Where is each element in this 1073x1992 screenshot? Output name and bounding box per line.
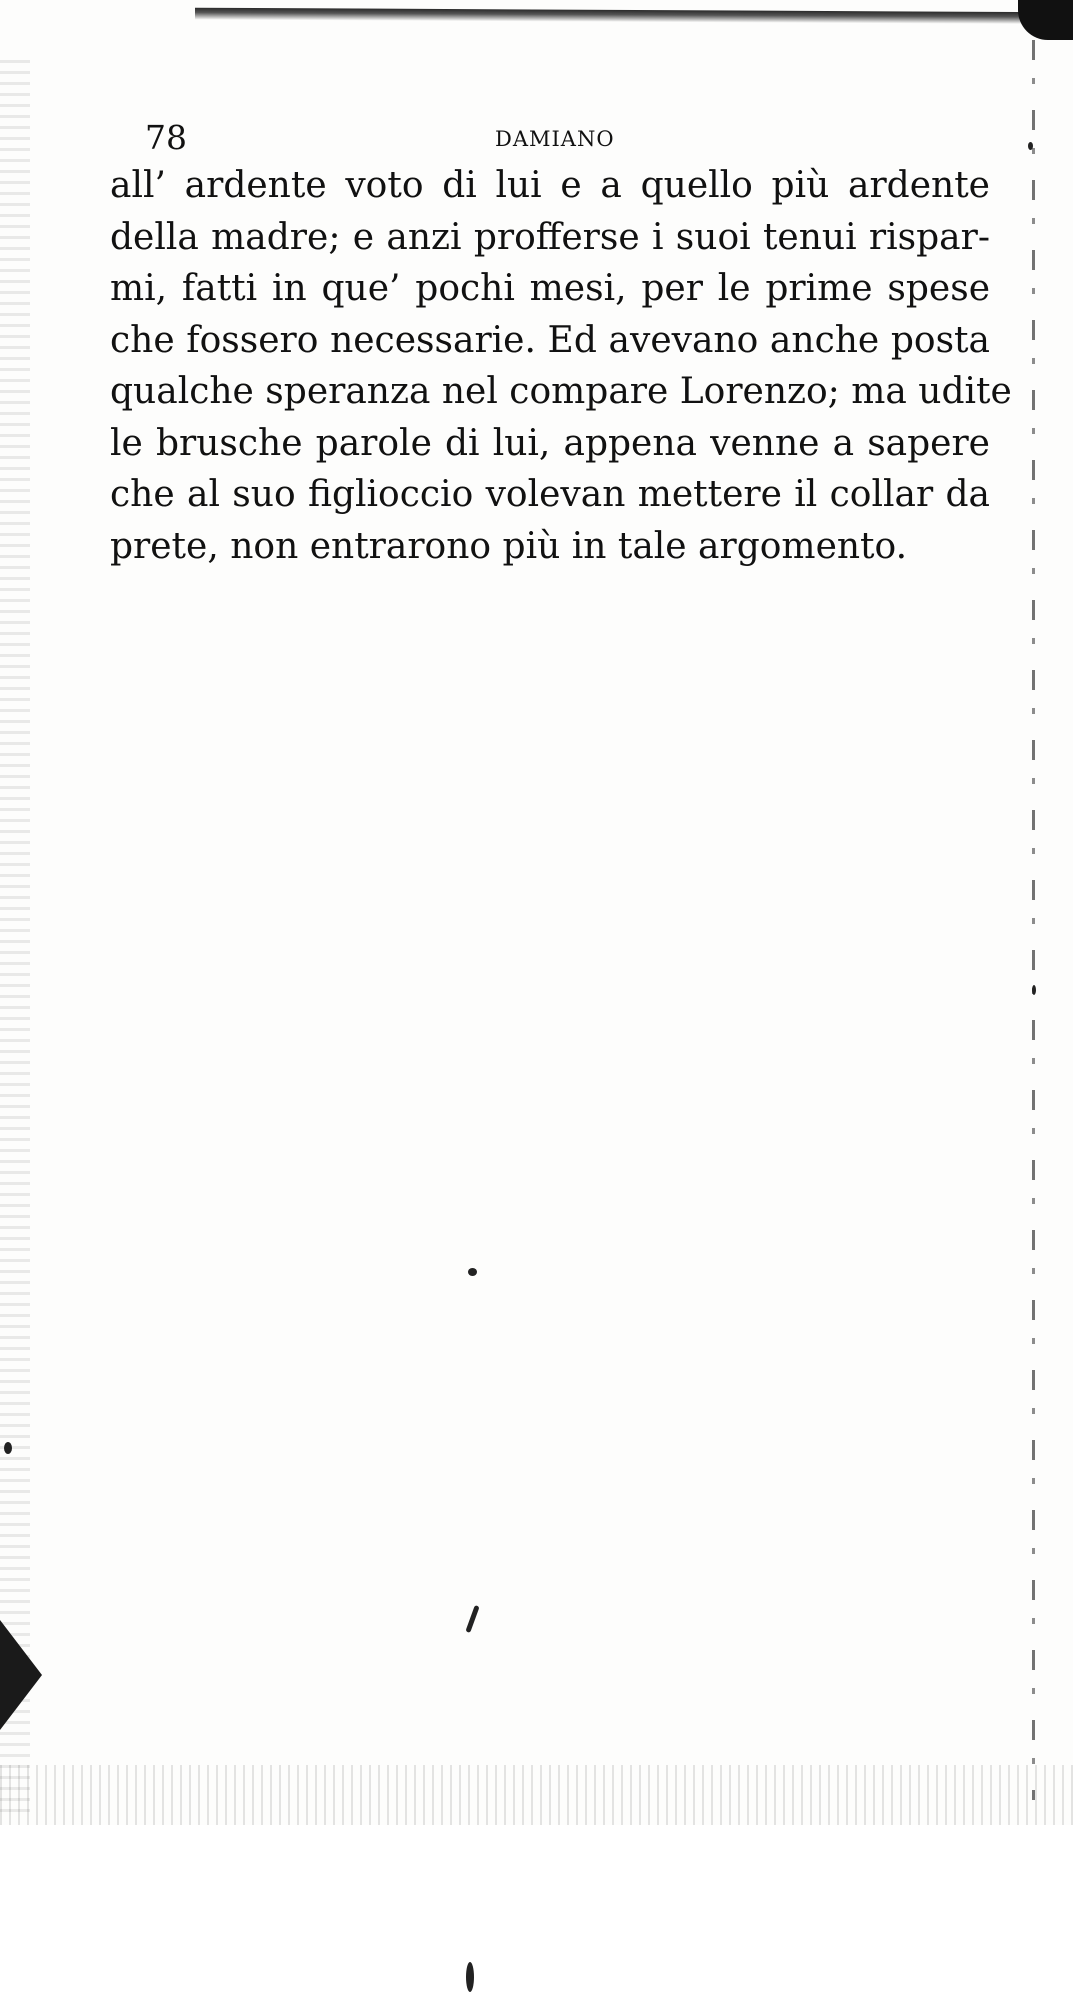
ink-speck xyxy=(465,1605,479,1633)
text-line: che fossero necessarie. Ed avevano anche posta xyxy=(110,319,990,361)
text-line: le brusche parole di lui, appena venne a sapere xyxy=(110,422,990,464)
page-header xyxy=(145,118,995,158)
page-left-edge-noise xyxy=(0,60,30,1820)
ink-speck xyxy=(466,1962,474,1992)
page-corner-mark xyxy=(0,1620,42,1730)
page-top-corner-shadow xyxy=(1018,0,1073,40)
text-line: che al suo figlioccio volevan mettere il collar da xyxy=(110,474,990,515)
ink-speck xyxy=(1032,985,1036,995)
page-bottom-edge-noise xyxy=(0,1765,1073,1825)
page-top-edge xyxy=(195,8,1073,25)
ink-speck xyxy=(468,1268,477,1276)
page-right-edge xyxy=(1032,40,1035,1800)
text-line: mi, fatti in que’ pochi mesi, per le prime spese xyxy=(110,268,990,309)
body-paragraph xyxy=(110,160,1012,572)
running-head: DAMIANO xyxy=(495,127,615,151)
text-line: qualche speranza nel compare Lorenzo; ma udite xyxy=(110,371,1012,412)
ink-speck xyxy=(1028,142,1033,150)
page-number: 78 xyxy=(145,118,187,157)
text-line: prete, non entrarono più in tale argomento. xyxy=(110,525,908,567)
ink-speck xyxy=(4,1442,12,1454)
text-line: della madre; e anzi profferse i suoi tenui rispar- xyxy=(110,216,990,258)
text-line: all’ ardente voto di lui e a quello più ardente xyxy=(110,165,990,206)
